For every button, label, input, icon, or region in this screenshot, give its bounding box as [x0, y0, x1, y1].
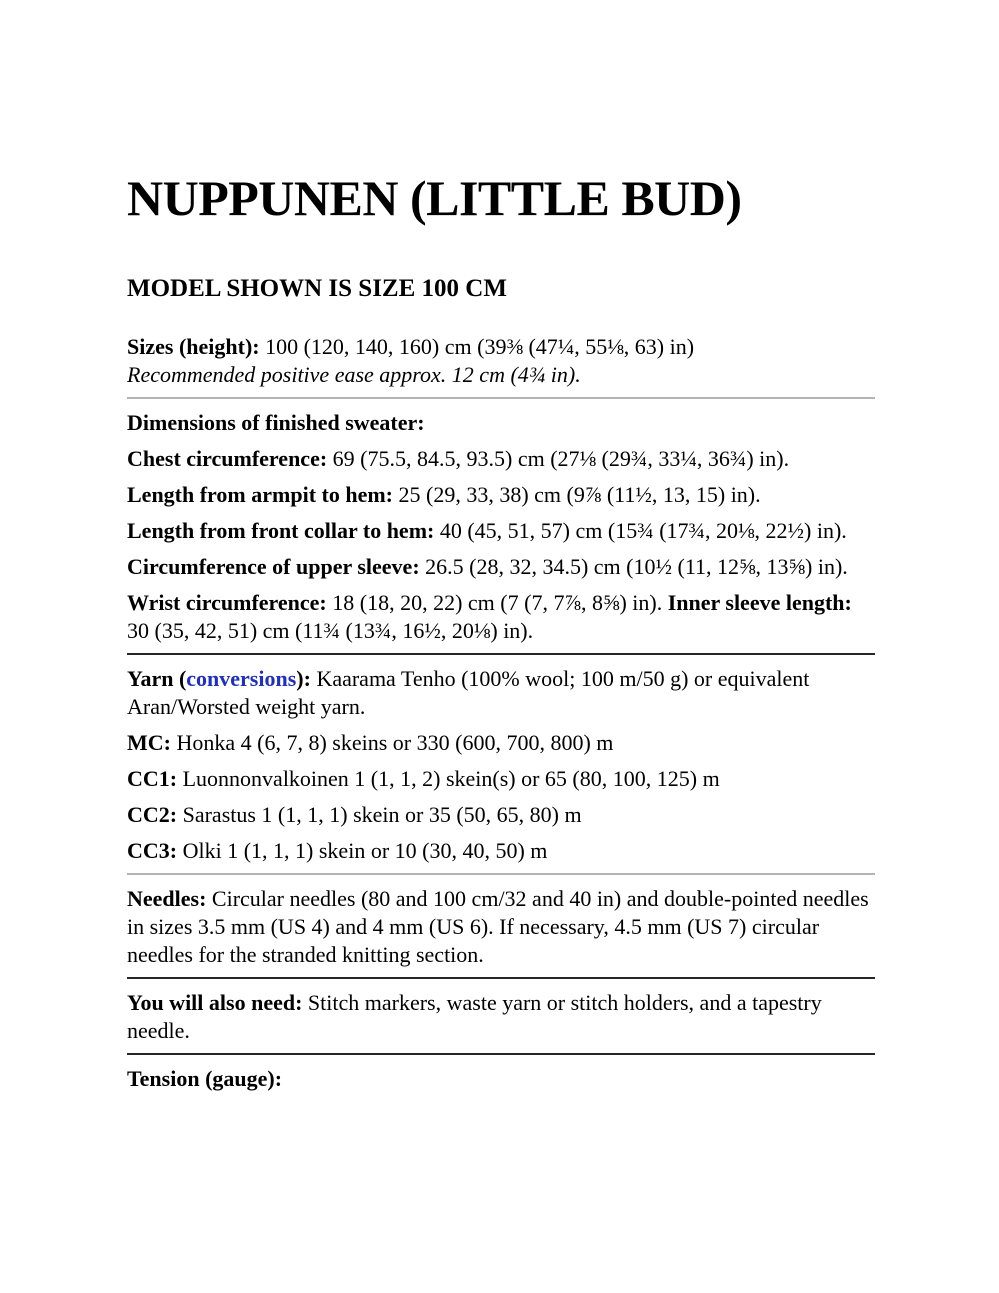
yarn-label-start: Yarn ( — [127, 666, 187, 691]
divider — [127, 977, 875, 979]
notions-value: Stitch markers, waste yarn or stitch holders, and a tapestry needle. — [127, 990, 822, 1043]
mc-label: MC: — [127, 730, 171, 755]
needles-value: Circular needles (80 and 100 cm/32 and 40 in) and double-pointed needles in sizes 3.5 mm (US 4) and 4 mm (US 6). If necessary, 4.5 mm (US 7) circular needles for the stranded knitting section. — [127, 886, 869, 967]
armpit-line — [127, 481, 875, 509]
cc3-line — [127, 837, 875, 865]
divider — [127, 1053, 875, 1055]
conversions-link[interactable]: conversions — [186, 666, 297, 691]
mc-line — [127, 729, 875, 757]
sizes-label: Sizes (height): — [127, 334, 260, 359]
chest-line — [127, 445, 875, 473]
yarn-label-end: ): — [296, 666, 311, 691]
cc3-label: CC3: — [127, 838, 178, 863]
cc2-value: Sarastus 1 (1, 1, 1) skein or 35 (50, 65, 80) m — [177, 802, 582, 827]
cc1-label: CC1: — [127, 766, 178, 791]
inner-sleeve-label: Inner sleeve length: — [667, 590, 852, 615]
wrist-line — [127, 589, 875, 645]
sizes-value: 100 (120, 140, 160) cm (39⅜ (47¼, 55⅛, 63) in) — [259, 334, 695, 359]
yarn-line — [127, 665, 875, 721]
tension-line — [127, 1065, 875, 1093]
ease-note: Recommended positive ease approx. 12 cm (4¾ in). — [127, 362, 581, 387]
divider — [127, 873, 875, 875]
collar-value: 40 (45, 51, 57) cm (15¾ (17¾, 20⅛, 22½) in). — [434, 518, 847, 543]
sizes-line — [127, 333, 875, 389]
notions-line — [127, 989, 875, 1045]
collar-line — [127, 517, 875, 545]
wrist-value: 18 (18, 20, 22) cm (7 (7, 7⅞, 8⅝) in). — [326, 590, 668, 615]
pattern-details — [127, 333, 875, 1101]
needles-line — [127, 885, 875, 969]
divider — [127, 397, 875, 399]
sleeve-line — [127, 553, 875, 581]
chest-value: 69 (75.5, 84.5, 93.5) cm (27⅛ (29¾, 33¼, 36¾) in). — [327, 446, 790, 471]
dimensions-heading-text: Dimensions of finished sweater: — [127, 410, 425, 435]
yarn-value: Kaarama Tenho (100% wool; 100 m/50 g) or equivalent Aran/Worsted weight yarn. — [127, 666, 810, 719]
chest-label: Chest circumference: — [127, 446, 328, 471]
cc2-line — [127, 801, 875, 829]
tension-label: Tension (gauge): — [127, 1066, 283, 1091]
notions-label: You will also need: — [127, 990, 303, 1015]
mc-value: Honka 4 (6, 7, 8) skeins or 330 (600, 700, 800) m — [170, 730, 614, 755]
cc1-line — [127, 765, 875, 793]
wrist-label: Wrist circumference: — [127, 590, 327, 615]
cc2-label: CC2: — [127, 802, 178, 827]
needles-label: Needles: — [127, 886, 207, 911]
armpit-value: 25 (29, 33, 38) cm (9⅞ (11½, 13, 15) in). — [393, 482, 761, 507]
inner-sleeve-value: 30 (35, 42, 51) cm (11¾ (13¾, 16½, 20⅛) in). — [127, 618, 534, 643]
cc3-value: Olki 1 (1, 1, 1) skein or 10 (30, 40, 50) m — [177, 838, 548, 863]
cc1-value: Luonnonvalkoinen 1 (1, 1, 2) skein(s) or 65 (80, 100, 125) m — [177, 766, 720, 791]
divider — [127, 653, 875, 655]
pattern-title: NUPPUNEN (LITTLE BUD) — [127, 170, 742, 226]
dimensions-heading — [127, 409, 875, 437]
sleeve-label: Circumference of upper sleeve: — [127, 554, 420, 579]
sleeve-value: 26.5 (28, 32, 34.5) cm (10½ (11, 12⅝, 13⅝) in). — [419, 554, 848, 579]
armpit-label: Length from armpit to hem: — [127, 482, 393, 507]
collar-label: Length from front collar to hem: — [127, 518, 435, 543]
model-size-subtitle: MODEL SHOWN IS SIZE 100 CM — [127, 275, 507, 302]
